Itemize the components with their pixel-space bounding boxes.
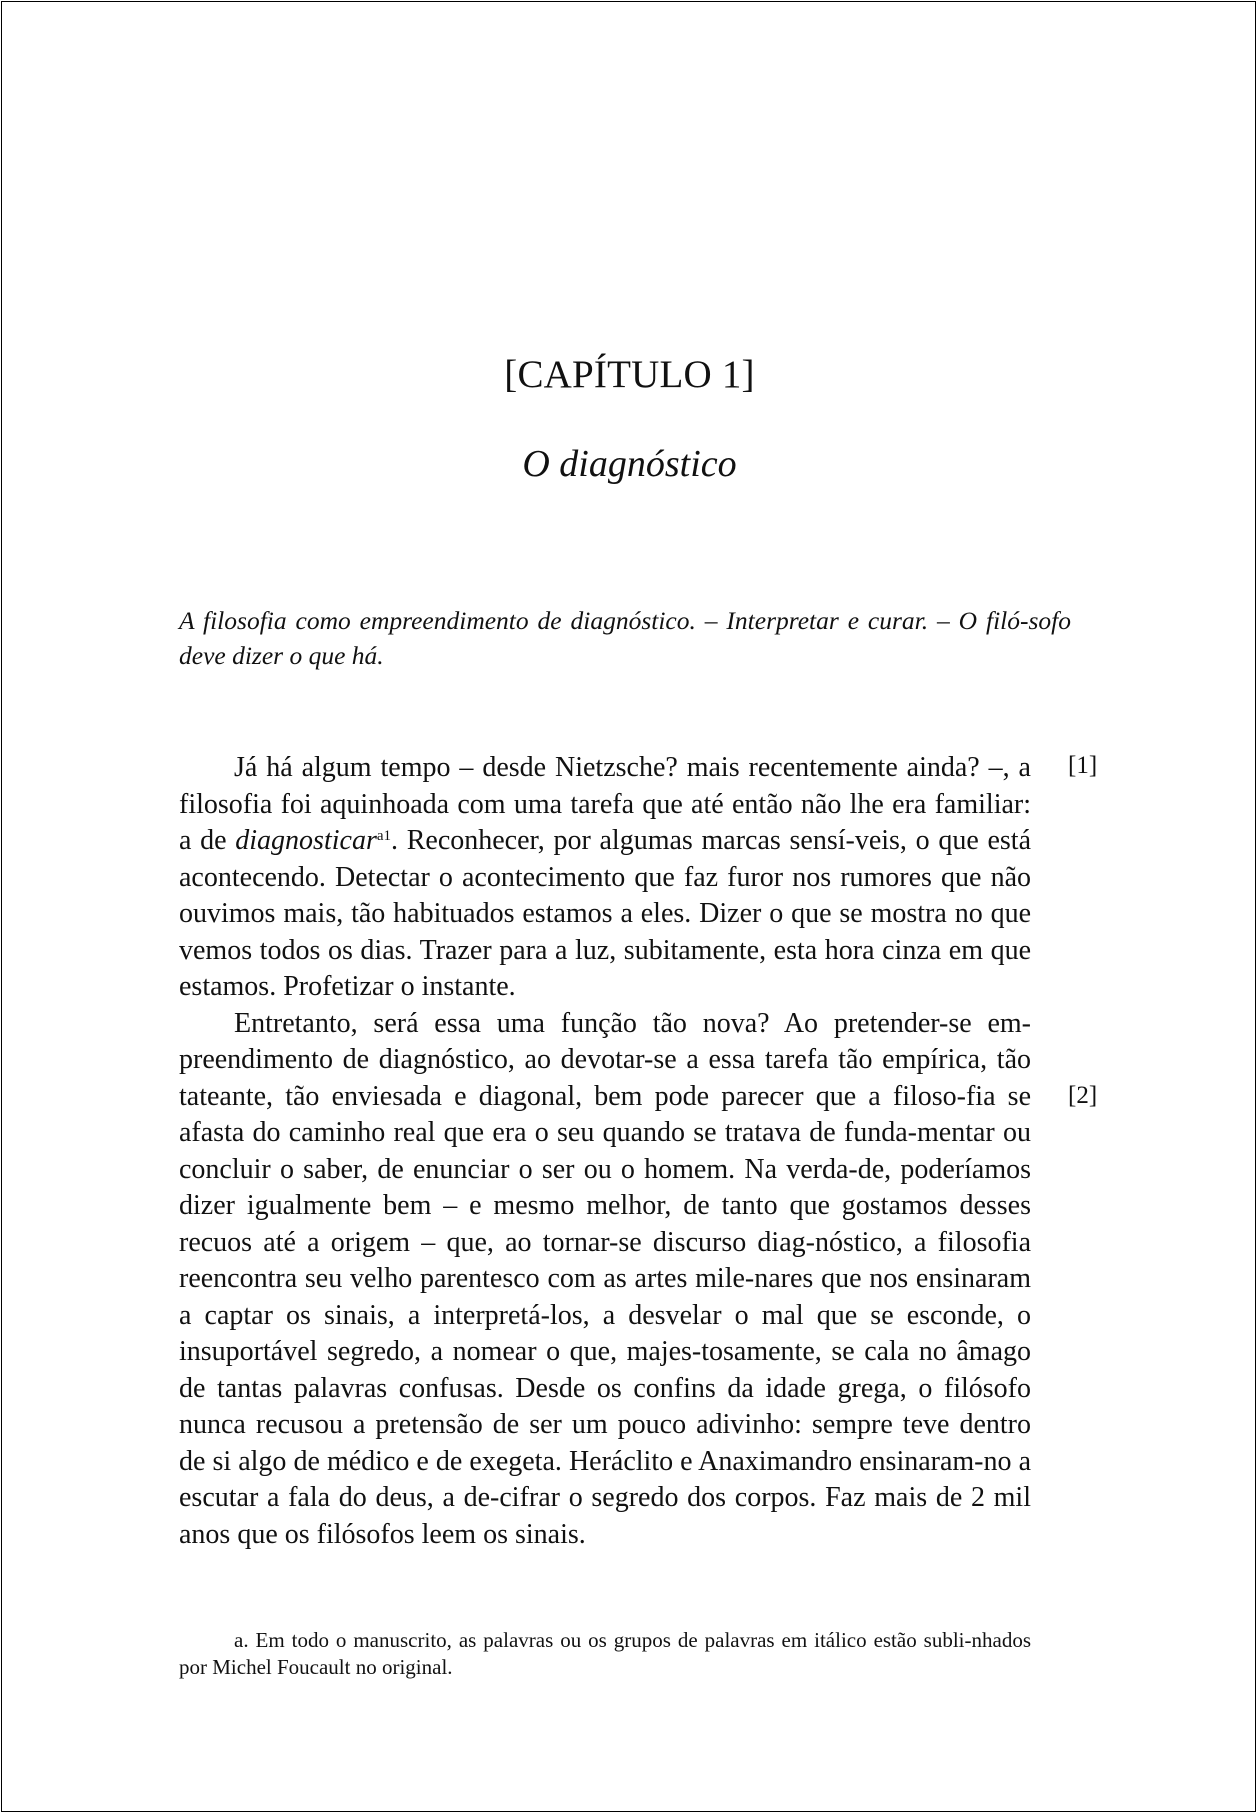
paragraph-1-text-start: Já há algum tempo – desde Nietzsche? mais recentemente ainda? –, a filosofia foi aquinhoada com uma tarefa que até então não lhe era familiar: a de [179,752,1031,856]
italic-term: diagnosticar [235,825,377,856]
footnote-reference: a1 [376,828,392,844]
chapter-title: O diagnóstico [522,443,737,485]
margin-marker-1: [1] [1068,752,1098,779]
body-text [179,750,1031,1553]
footnote: a. Em todo o manuscrito, as palavras ou os grupos de palavras em itálico estão subli-nhados por Michel Foucault no original. [179,1628,1031,1679]
paragraph-2: Entretanto, será essa uma função tão nova? Ao pretender-se em-preendimento de diagnóstico, ao devotar-se a essa tarefa tão empírica, tão tateante, tão enviesada e diagonal, bem pode parecer que a filoso-fia se afasta do caminho real que era o seu quando se tratava de funda-mentar ou concluir o saber, de enunciar o ser ou o homem. Na verda-de, poderíamos dizer igualmente bem – e mesmo melhor, de tanto que gostamos desses recuos até a origem – que, ao tornar-se discurso diag-nóstico, a filosofia reencontra seu velho parentesco com as artes mile-nares que nos ensinaram a captar os sinais, a interpretá-los, a desvelar o mal que se esconde, o insuportável segredo, a nomear o que, majes-tosamente, se cala no âmago de tantas palavras confusas. Desde os confins da idade grega, o filósofo nunca recusou a pretensão de ser um pouco adivinho: sempre teve dentro de si algo de médico e de exegeta. Heráclito e Anaximandro ensinaram-no a escutar a fala do deus, a de-cifrar o segredo dos corpos. Faz mais de 2 mil anos que os filósofos leem os sinais. [179,1007,1031,1550]
chapter-summary: A filosofia como empreendimento de diagnóstico. – Interpretar e curar. – O filó-sofo deve dizer o que há. [179,606,1071,670]
paragraph-1 [179,750,1031,1006]
paragraph-1-text-end: . Reconhecer, por algumas marcas sensí-veis, o que está acontecendo. Detectar o acontecimento que faz furor nos rumores que não ouvimos mais, tão habituados estamos a eles. Dizer o que se mostra no que vemos todos os dias. Trazer para a luz, subitamente, esta hora cinza em que estamos. Profetizar o instante. [179,825,1032,1002]
chapter-label: [CAPÍTULO 1] [504,353,755,396]
margin-marker-2: [2] [1068,1082,1098,1109]
